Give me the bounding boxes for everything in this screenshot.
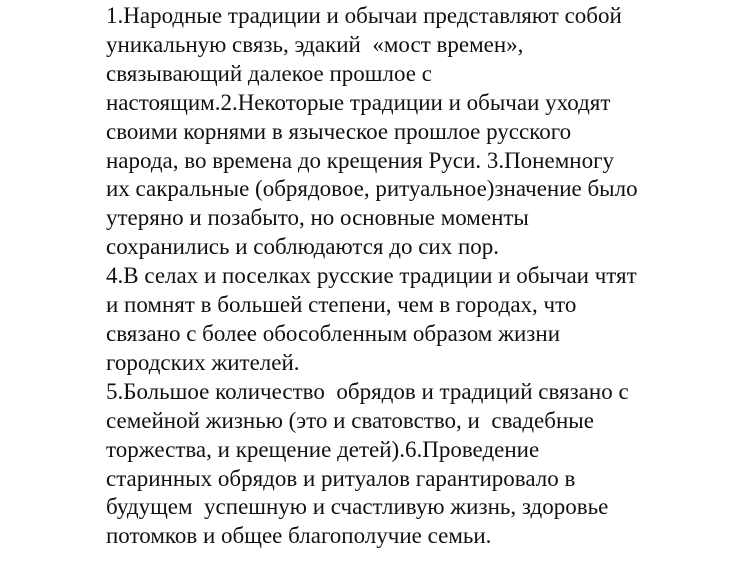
text-line-19: потомков и общее благополучие семьи. bbox=[106, 523, 492, 549]
text-line-11: и помнят в большей степени, чем в городах, что bbox=[106, 292, 577, 318]
text-line-14: 5.Большое количество обрядов и традиций связано с bbox=[106, 378, 629, 404]
document-text-block bbox=[106, 2, 736, 551]
text-line-7: их сакральные (обрядовое, ритуальное)значение было bbox=[106, 176, 638, 202]
text-line-5: своими корнями в языческое прошлое русского bbox=[106, 118, 572, 144]
text-line-13: городских жителей. bbox=[106, 349, 300, 375]
text-line-9: сохранились и соблюдаются до сих пор. bbox=[106, 234, 500, 260]
text-line-1: 1.Народные традиции и обычаи представляют собой bbox=[106, 3, 622, 28]
text-line-18: будущем успешную и счастливую жизнь, здоровье bbox=[106, 494, 609, 520]
text-line-16: торжества, и крещение детей).6.Проведение bbox=[106, 436, 540, 462]
text-line-4: настоящим.2.Некоторые традиции и обычаи уходят bbox=[106, 89, 611, 115]
text-line-2: уникальную связь, эдакий «мост времен», bbox=[106, 31, 524, 57]
text-line-12: связано с более обособленным образом жизни bbox=[106, 320, 561, 346]
text-line-3: связывающий далекое прошлое с bbox=[106, 60, 432, 86]
text-line-8: утеряно и позабыто, но основные моменты bbox=[106, 205, 529, 231]
text-line-17: старинных обрядов и ритуалов гарантировало в bbox=[106, 465, 576, 491]
text-line-10: 4.В селах и поселках русские традиции и обычаи чтят bbox=[106, 263, 637, 289]
text-line-15: семейной жизнью (это и сватовство, и свадебные bbox=[106, 407, 594, 433]
text-line-6: народа, во времена до крещения Руси. 3.Понемногу bbox=[106, 147, 614, 173]
